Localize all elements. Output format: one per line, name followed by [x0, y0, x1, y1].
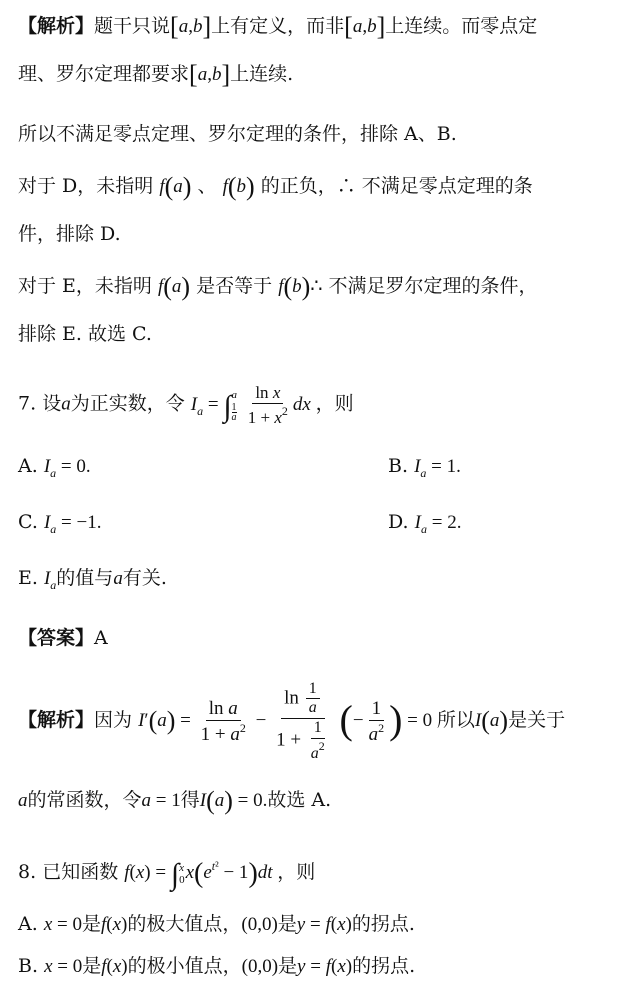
- interval: [a,b]: [189, 60, 231, 89]
- interval: [a,b]: [344, 12, 386, 41]
- integral-fx: f(x) = ∫ x 0 $x(e^{t^2} - 1)dt$: [124, 858, 273, 891]
- q7-option-C[interactable]: C. $I_a = -1$.: [18, 511, 102, 536]
- q8-option-B[interactable]: B. x = 0是f(x)的极小值点，(0,0)是y = f(x)的拐点.: [18, 955, 416, 977]
- integral-Ia: $I_a$ = ∫ a 1 a $\frac{\text{ln x}}{1 + x^2}$ dx: [190, 383, 311, 427]
- derivative-expression: I′(a) = $\frac{\text{ln a}}{1 + a^2}$ − ln $\frac{1}{a}$ 1 + $\frac{1}{a^2}$ (− $\frac{1}{a^2}$ ) = 0: [138, 679, 437, 762]
- q8-option-A[interactable]: A. x = 0是f(x)的极大值点，(0,0)是y = f(x)的拐点.: [18, 913, 415, 935]
- math-fb-therefore: f(b)∴: [278, 272, 323, 301]
- analysis-line-1: 【解析】题干只说[a,b]上有定义，而非[a,b]上连续。而零点定: [18, 12, 538, 41]
- q7-option-B[interactable]: B. $I_a = 1$.: [388, 455, 461, 480]
- analysis-line-2: 理、罗尔定理都要求[a,b]上连续.: [18, 60, 294, 89]
- q7-option-D[interactable]: D. $I_a = 2$.: [388, 511, 462, 536]
- answer-value: A: [94, 627, 108, 649]
- math-fb: f(b): [222, 172, 255, 201]
- q7-stem: 7. 设a为正实数，令 $I_a$ = ∫ a 1 a $\frac{\text{ln x}}{1 + x^2}$ dx ，则: [18, 383, 354, 427]
- answer-label: 【答案】: [18, 627, 95, 649]
- analysis-line-5: 件，排除 D.: [18, 223, 121, 245]
- q7-option-A[interactable]: A. $I_a = 0$.: [18, 455, 91, 480]
- interval: [a,b]: [170, 12, 212, 41]
- q7-analysis-line-2: a的常函数，令a = 1得I(a) = 0.故选 A.: [18, 786, 332, 815]
- analysis-line-4: 对于 D，未指明 f(a) 、 f(b) 的正负，∴ 不满足零点定理的条: [18, 172, 533, 201]
- analysis-line-3: 所以不满足零点定理、罗尔定理的条件，排除 A、B.: [18, 123, 457, 145]
- math-fa: f(a): [157, 272, 191, 301]
- q8-stem: 8. 已知函数 f(x) = ∫ x 0 $x(e^{t^2} - 1)dt$ ，则: [18, 858, 316, 891]
- math-fa: f(a): [159, 172, 192, 201]
- analysis-line-7: 排除 E. 故选 C.: [18, 323, 152, 345]
- q7-answer: [18, 624, 108, 652]
- q7-option-E[interactable]: E. $I_a$的值与a有关.: [18, 567, 167, 592]
- analysis-label: 【解析】: [18, 15, 95, 37]
- analysis-line-6: 对于 E，未指明 f(a) 是否等于 f(b)∴ 不满足罗尔定理的条件，: [18, 272, 538, 301]
- q7-analysis-line-1: 【解析】因为 I′(a) = $\frac{\text{ln a}}{1 + a^2}$ − ln $\frac{1}{a}$ 1 + $\frac{1}{a^2}$ (− $\frac{1}{a^2}$ ) = 0 所以I(a)是关于: [18, 679, 566, 762]
